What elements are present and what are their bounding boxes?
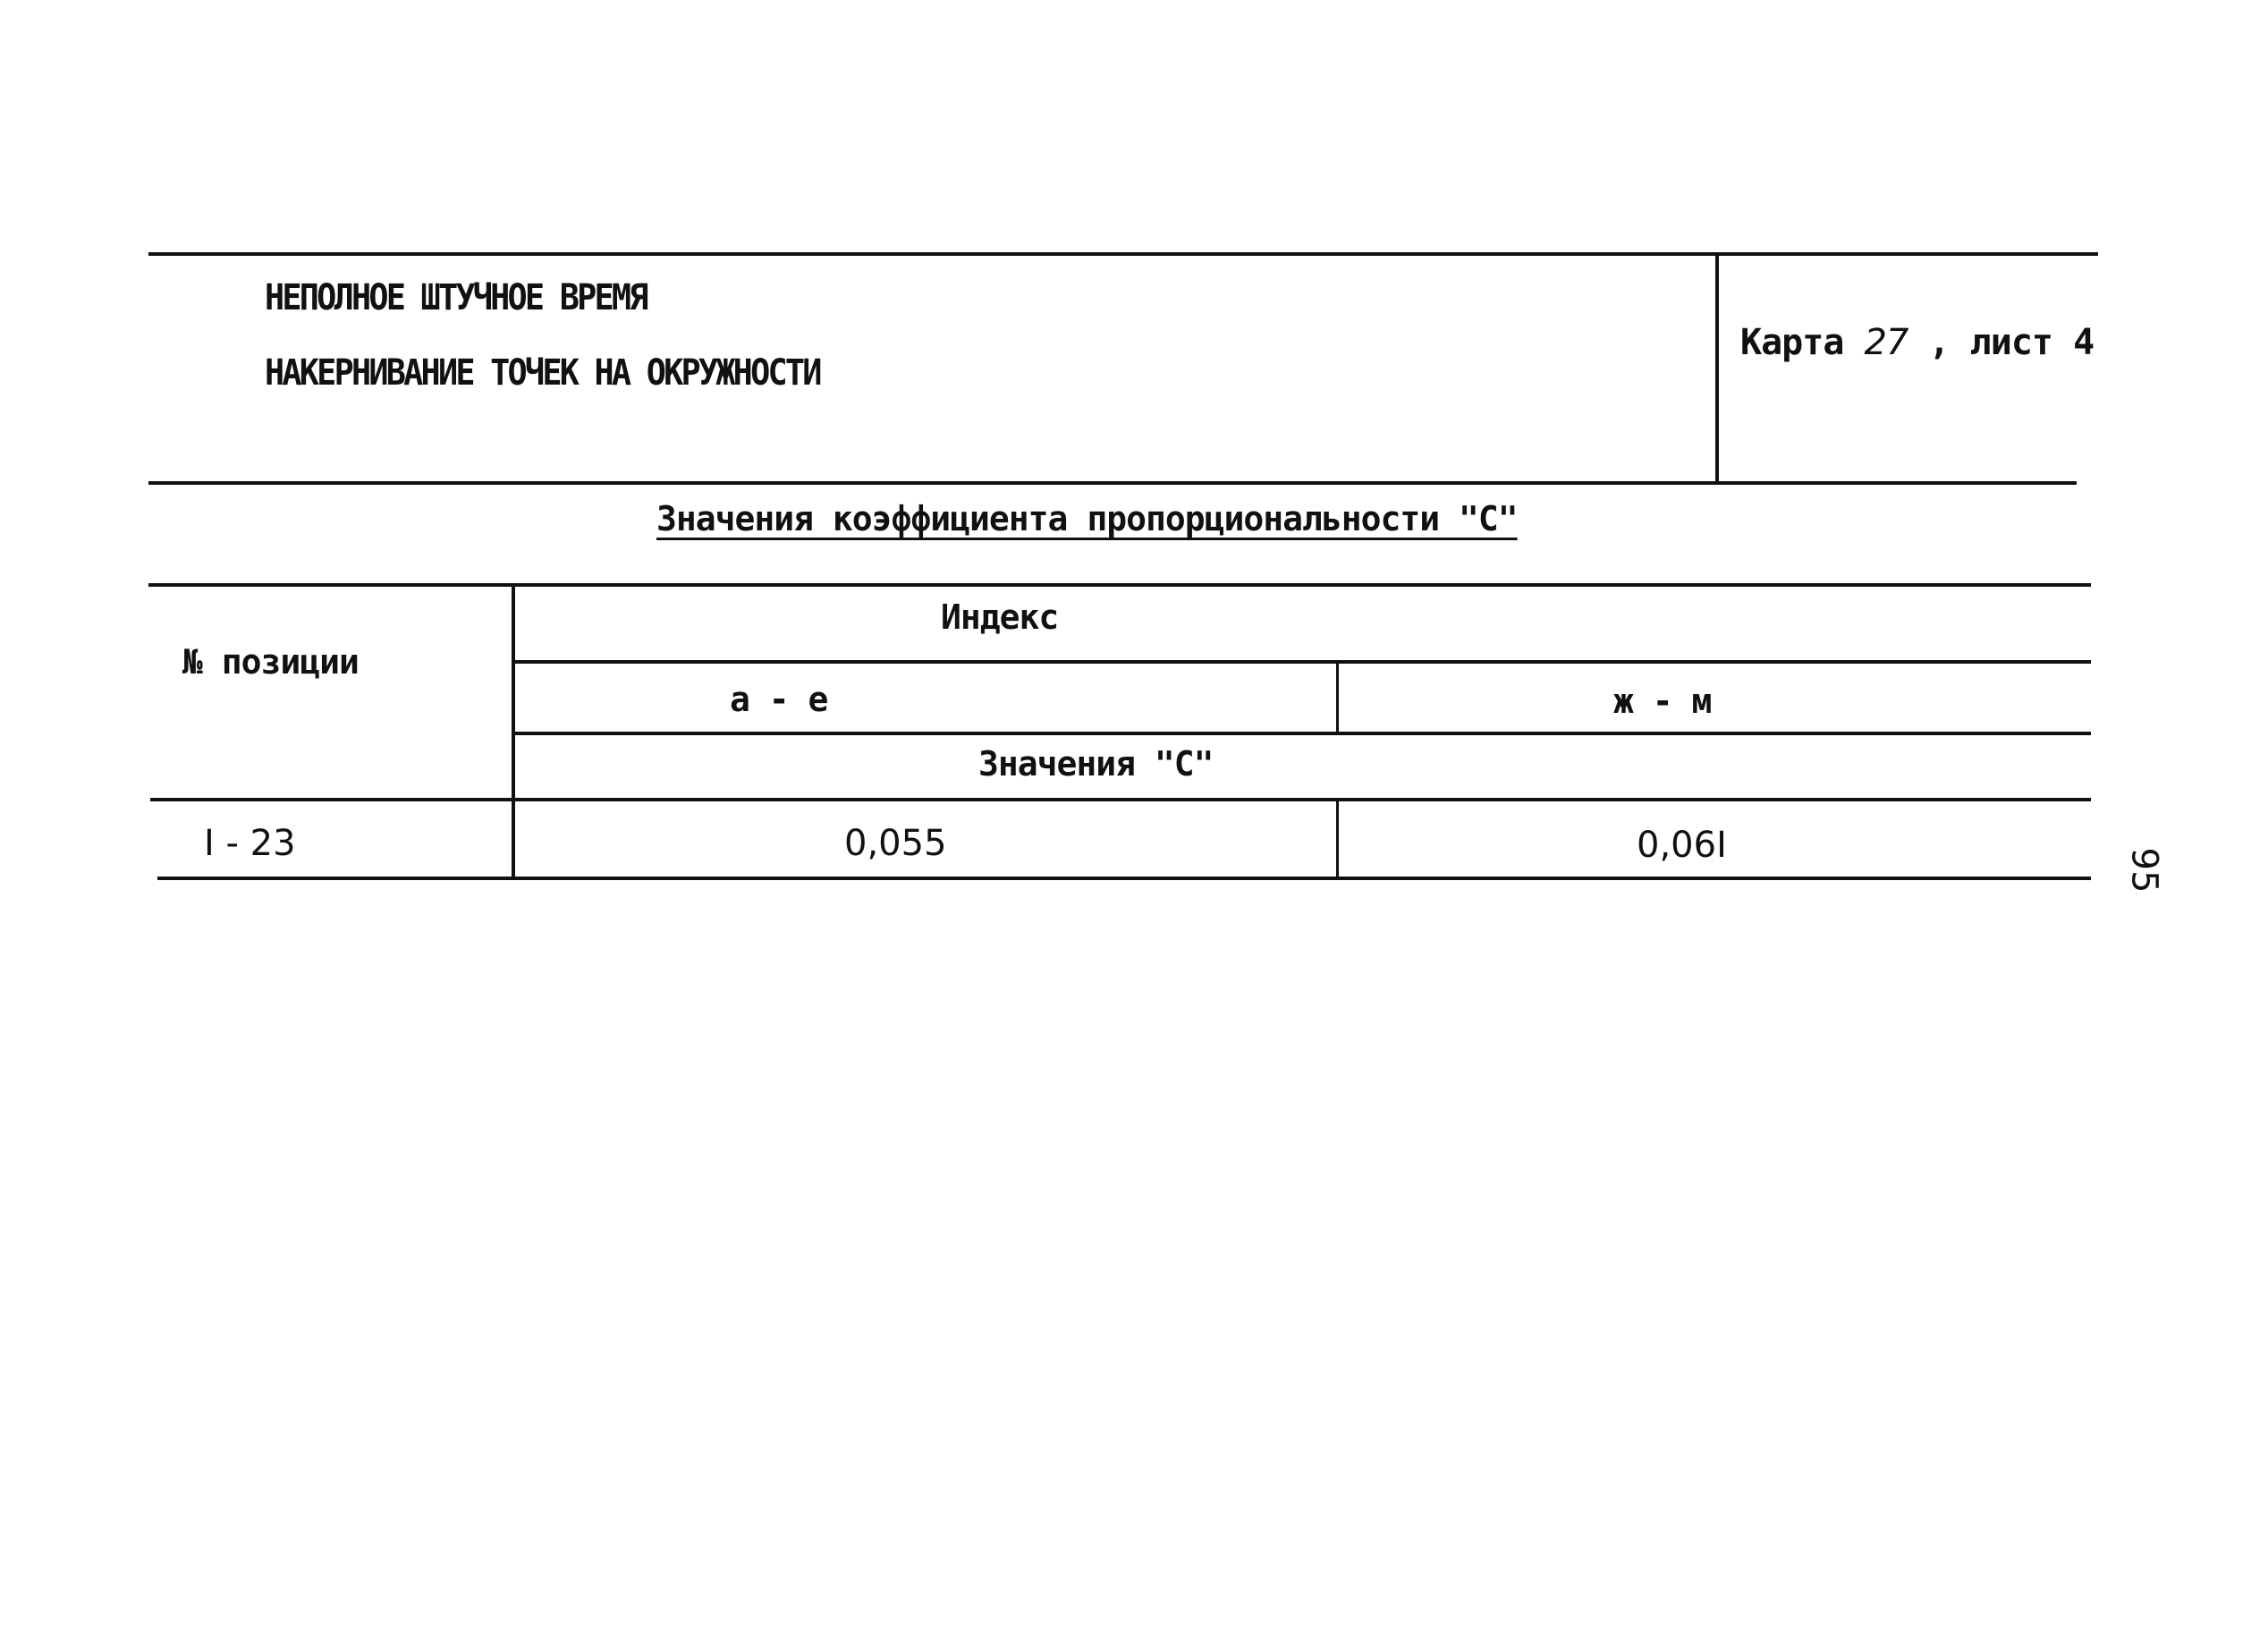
index-column-a-e: а - е	[730, 680, 828, 719]
card-reference	[1740, 322, 2094, 363]
index-header: Индекс	[941, 597, 1059, 637]
table-position-column-divider	[512, 583, 515, 878]
table-subcolumn-rule	[513, 732, 2091, 735]
table-top-rule	[148, 583, 2091, 587]
header-top-rule	[148, 252, 2098, 256]
row-position: I - 23	[204, 823, 296, 864]
table-index-rule	[513, 660, 2091, 664]
table-header-bottom-rule	[150, 798, 2091, 801]
page-number: 95	[2123, 847, 2165, 894]
position-column-header: № позиции	[182, 642, 359, 682]
header-divider-vertical	[1715, 254, 1719, 485]
card-word: Карта	[1740, 322, 1844, 363]
card-number: 27	[1864, 322, 1908, 363]
row-value-a-e: 0,055	[844, 823, 947, 864]
table-index-column-divider-body	[1336, 800, 1339, 878]
index-column-zh-m: ж - м	[1613, 682, 1712, 721]
sheet-label: , лист 4	[1928, 322, 2095, 363]
header-title-line1: НЕПОЛНОЕ ШТУЧНОЕ ВРЕМЯ	[265, 277, 647, 318]
row-value-zh-m: 0,06I	[1637, 825, 1727, 866]
table-caption: Значения коэффициента пропорциональности "С"	[656, 499, 1518, 538]
values-header: Значения "С"	[978, 744, 1214, 784]
header-title-line2: НАКЕРНИВАНИЕ ТОЧЕК НА ОКРУЖНОСТИ	[265, 352, 820, 394]
table-bottom-rule	[157, 877, 2091, 880]
table-index-column-divider-header	[1336, 660, 1339, 733]
header-bottom-rule	[148, 481, 2077, 485]
